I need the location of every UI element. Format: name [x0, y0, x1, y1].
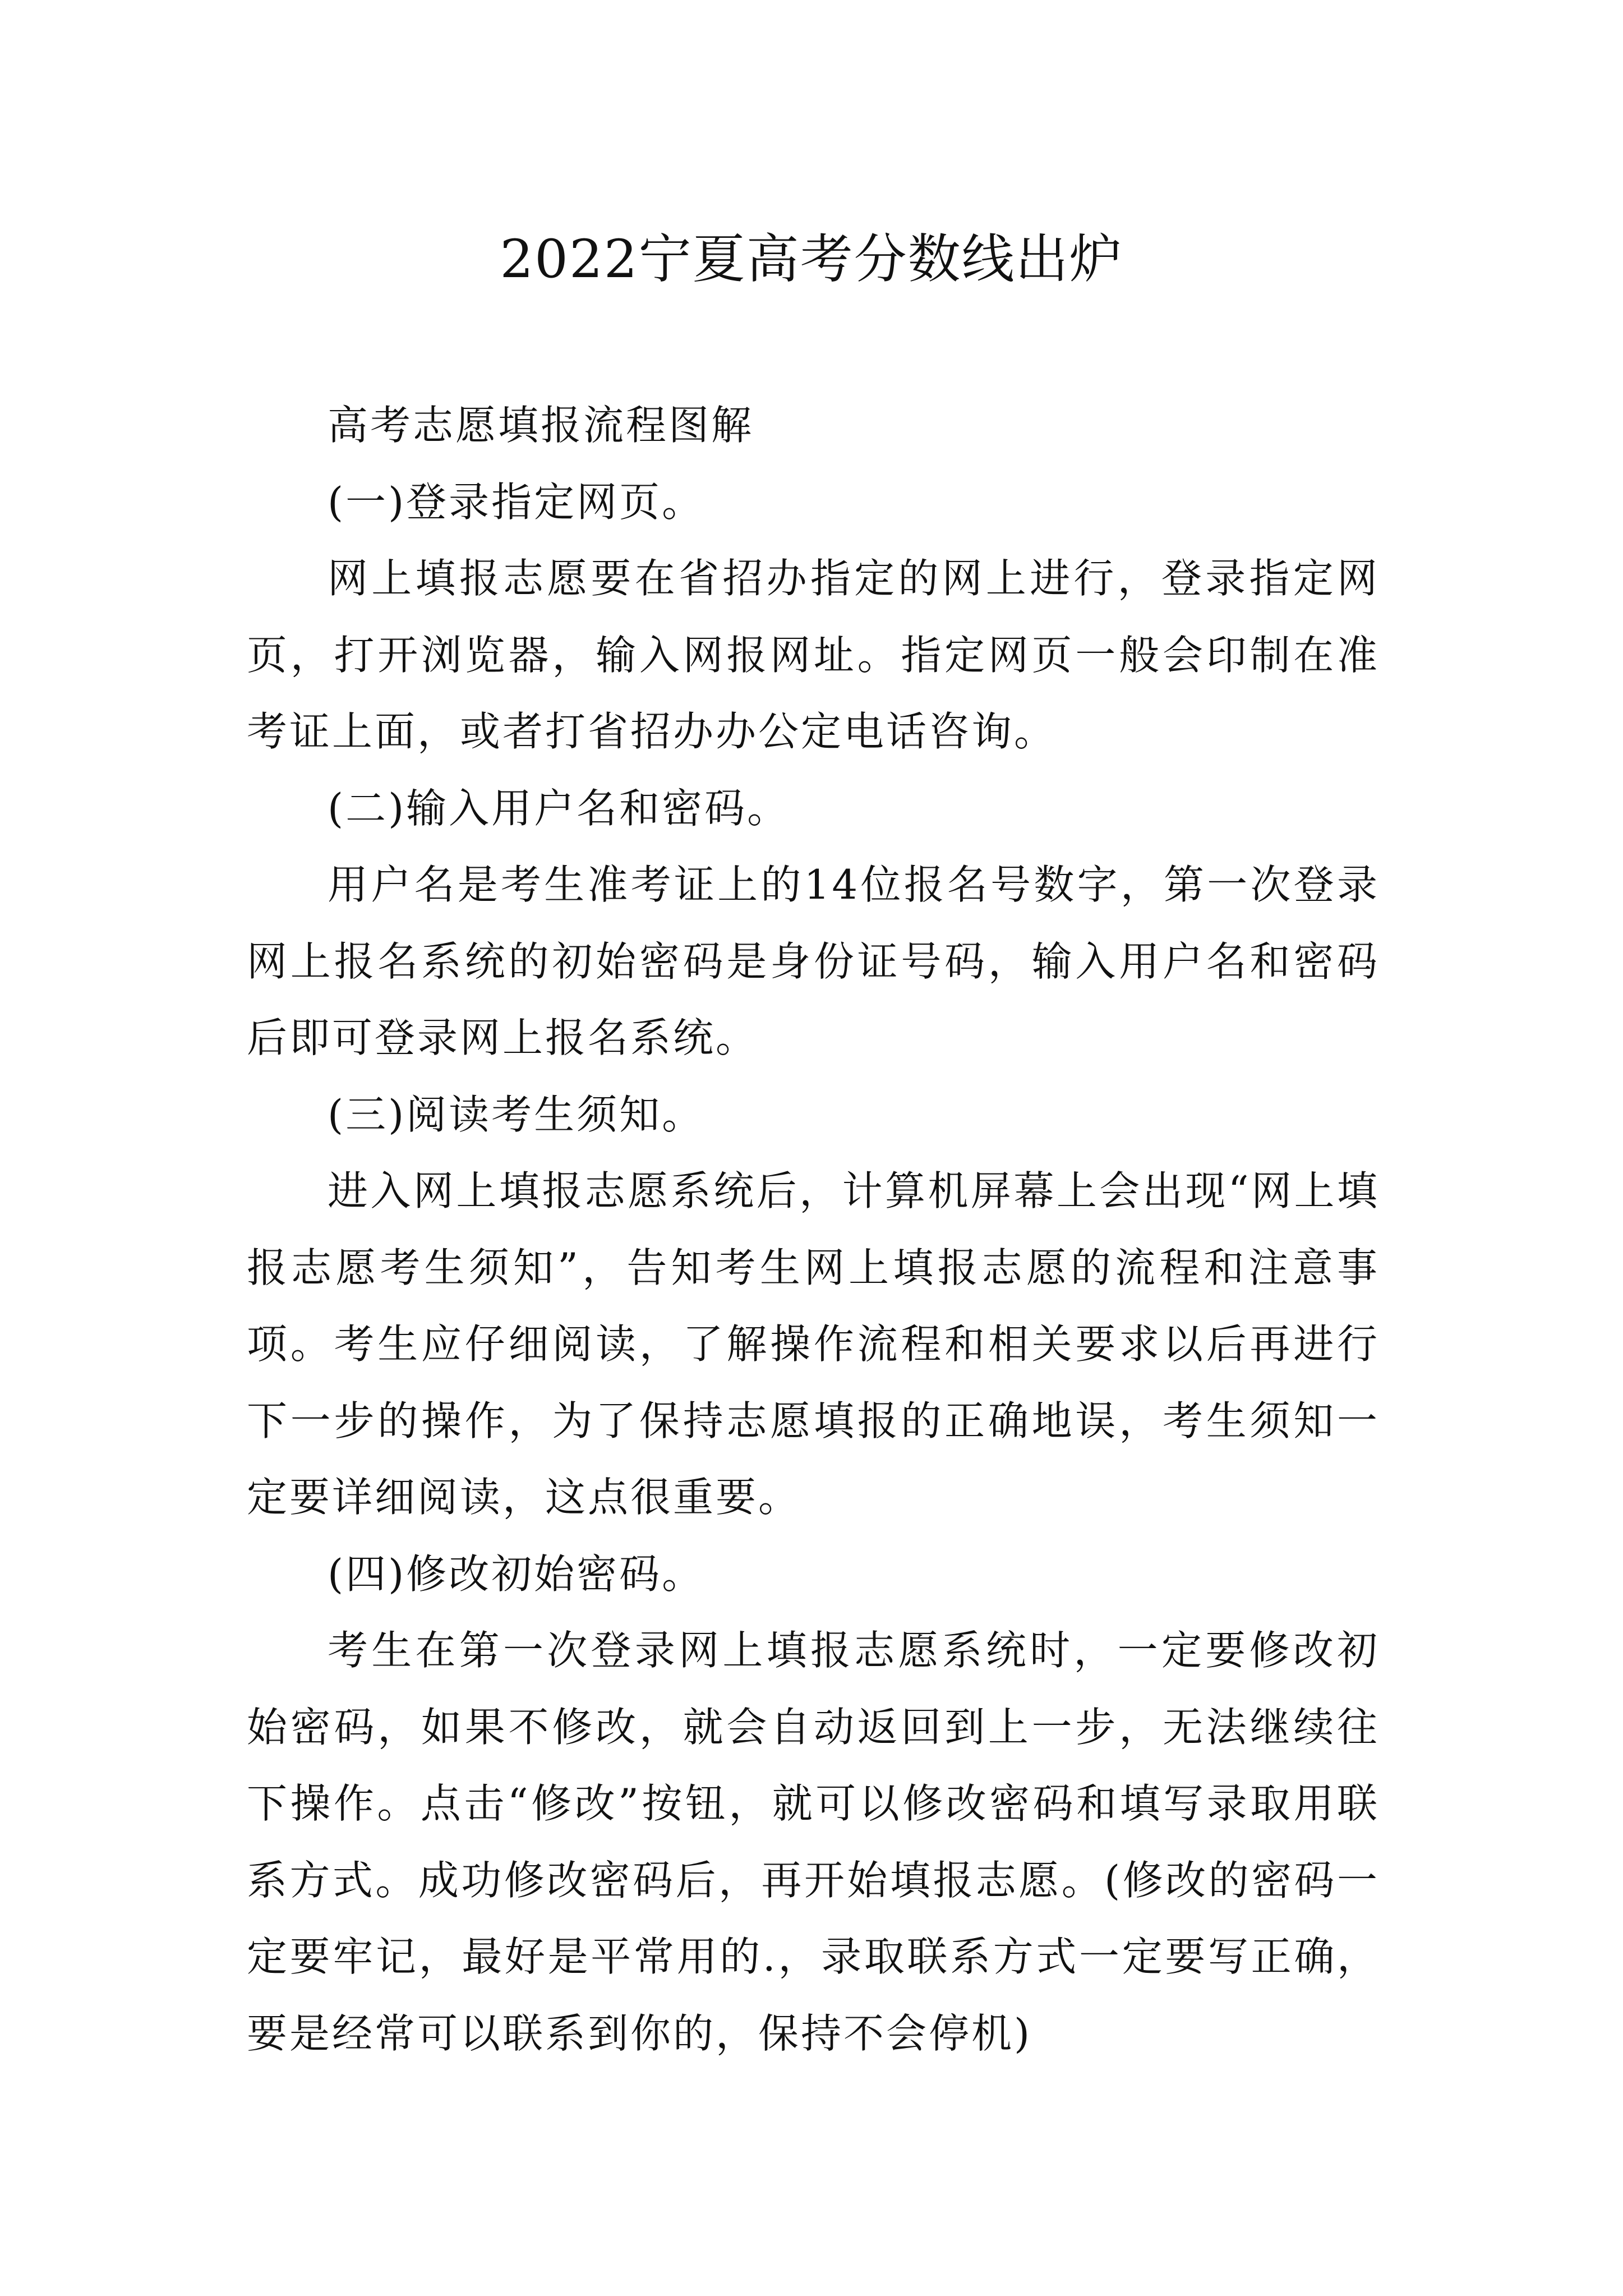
- step-4-paragraph: 考生在第一次登录网上填报志愿系统时，一定要修改初始密码，如果不修改，就会自动返回到上一步，无法继续往下操作。点击“修改”按钮，就可以修改密码和填写录取用联系方式。成功修改密码后，再开始填报志愿。(修改的密码一定要牢记，最好是平常用的.，录取联系方式一定要写正确，要是经常可以联系到你的，保持不会停机): [247, 1627, 1380, 2057]
- step-4-heading: (四)修改初始密码。: [328, 1550, 705, 1598]
- step-2-heading: (二)输入用户名和密码。: [328, 784, 790, 832]
- step-3-heading: (三)阅读考生须知。: [328, 1091, 705, 1138]
- document-body: [247, 387, 1380, 2072]
- document-title: 2022宁夏高考分数线出炉: [500, 228, 1123, 290]
- step-2-paragraph: 用户名是考生准考证上的14位报名号数字，第一次登录网上报名系统的初始密码是身份证号码，输入用户名和密码后即可登录网上报名系统。: [247, 861, 1380, 1061]
- section-heading-flow: 高考志愿填报流程图解: [328, 402, 754, 449]
- step-1-paragraph: 网上填报志愿要在省招办指定的网上进行，登录指定网页，打开浏览器，输入网报网址。指定网页一般会印制在准考证上面，或者打省招办办公定电话咨询。: [247, 555, 1380, 755]
- step-1-heading: (一)登录指定网页。: [328, 478, 705, 526]
- step-3-paragraph: 进入网上填报志愿系统后，计算机屏幕上会出现“网上填报志愿考生须知”，告知考生网上填报志愿的流程和注意事项。考生应仔细阅读，了解操作流程和相关要求以后再进行下一步的操作，为了保持志愿填报的正确地误，考生须知一定要详细阅读，这点很重要。: [247, 1167, 1380, 1521]
